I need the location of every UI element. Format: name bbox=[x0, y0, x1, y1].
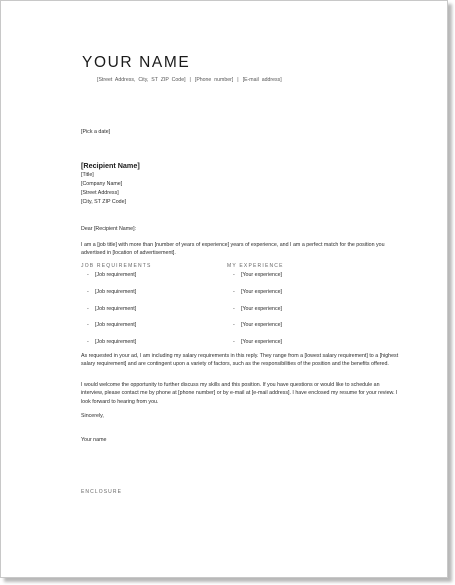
sender-name: YOUR NAME bbox=[82, 54, 191, 71]
experience-text: [Your experience] bbox=[241, 272, 283, 278]
bullet-dash: - bbox=[233, 272, 235, 278]
list-item bbox=[233, 289, 282, 306]
my-experience-heading: MY EXPERIENCE bbox=[227, 263, 284, 269]
contact-separator: | bbox=[189, 77, 191, 83]
experience-text: [Your experience] bbox=[241, 305, 283, 312]
job-requirement-text: [Job requirement] bbox=[95, 272, 137, 278]
sender-contact-line bbox=[97, 77, 282, 83]
job-requirements-list bbox=[87, 272, 136, 356]
list-item bbox=[87, 289, 136, 306]
bullet-dash: - bbox=[233, 322, 235, 329]
list-item bbox=[233, 306, 282, 323]
closing-paragraph: I would welcome the opportunity to further discuss my skills and this position. If you have questions or would like to schedule an interview, please contact me by phone at [phone number] or by e-mail at [e-mail address]. I have enclosed my resume for your review. I look forward to hearing from you. bbox=[81, 382, 398, 405]
sender-street-address: [Street Address, City, ST ZIP Code] bbox=[97, 77, 186, 83]
intro-paragraph: I am a [job title] with more than [number of years of experience] years of experience, and I am a perfect match for the position you advertised in [location of advertisement]. bbox=[81, 242, 385, 257]
bullet-dash: - bbox=[87, 339, 89, 346]
salutation: Dear [Recipient Name]: bbox=[81, 226, 137, 232]
recipient-name: [Recipient Name] bbox=[81, 161, 140, 170]
experience-text: [Your experience] bbox=[241, 339, 283, 346]
recipient-title: [Title] bbox=[81, 172, 94, 178]
letter-date: [Pick a date] bbox=[81, 129, 111, 135]
my-experience-list bbox=[233, 272, 282, 356]
bullet-dash: - bbox=[233, 288, 235, 295]
bullet-dash: - bbox=[87, 322, 89, 329]
sign-off: Sincerely, bbox=[81, 413, 104, 419]
list-item bbox=[87, 306, 136, 323]
job-requirement-text: [Job requirement] bbox=[95, 305, 137, 312]
recipient-company: [Company Name] bbox=[81, 181, 123, 187]
list-item bbox=[233, 322, 282, 339]
bullet-dash: - bbox=[87, 305, 89, 312]
enclosure-label: ENCLOSURE bbox=[81, 489, 123, 495]
job-requirements-heading: JOB REQUIREMENTS bbox=[81, 263, 152, 269]
job-requirement-text: [Job requirement] bbox=[95, 339, 137, 346]
sender-phone: [Phone number] bbox=[194, 77, 234, 83]
bullet-dash: - bbox=[233, 305, 235, 312]
list-item bbox=[233, 272, 282, 289]
sender-email: [E-mail address] bbox=[242, 77, 282, 83]
bullet-dash: - bbox=[87, 272, 89, 278]
experience-text: [Your experience] bbox=[241, 288, 283, 295]
contact-separator: | bbox=[237, 77, 239, 83]
recipient-address-block bbox=[81, 171, 126, 207]
job-requirement-text: [Job requirement] bbox=[95, 322, 137, 329]
recipient-street: [Street Address] bbox=[81, 190, 119, 196]
list-item bbox=[87, 322, 136, 339]
recipient-city: [City, ST ZIP Code] bbox=[81, 199, 127, 205]
job-requirement-text: [Job requirement] bbox=[95, 288, 137, 295]
bullet-dash: - bbox=[233, 339, 235, 346]
list-item bbox=[87, 272, 136, 289]
salary-paragraph: As requested in your ad, I am including my salary requirements in this reply. They range from a [lowest salary requirement] to a [highest salary requirement] and are contingent upon a variety of factors, such as the responsibilities of the position and the benefits offered. bbox=[81, 353, 399, 368]
signature-name: Your name bbox=[81, 437, 107, 443]
experience-text: [Your experience] bbox=[241, 322, 283, 329]
bullet-dash: - bbox=[87, 288, 89, 295]
